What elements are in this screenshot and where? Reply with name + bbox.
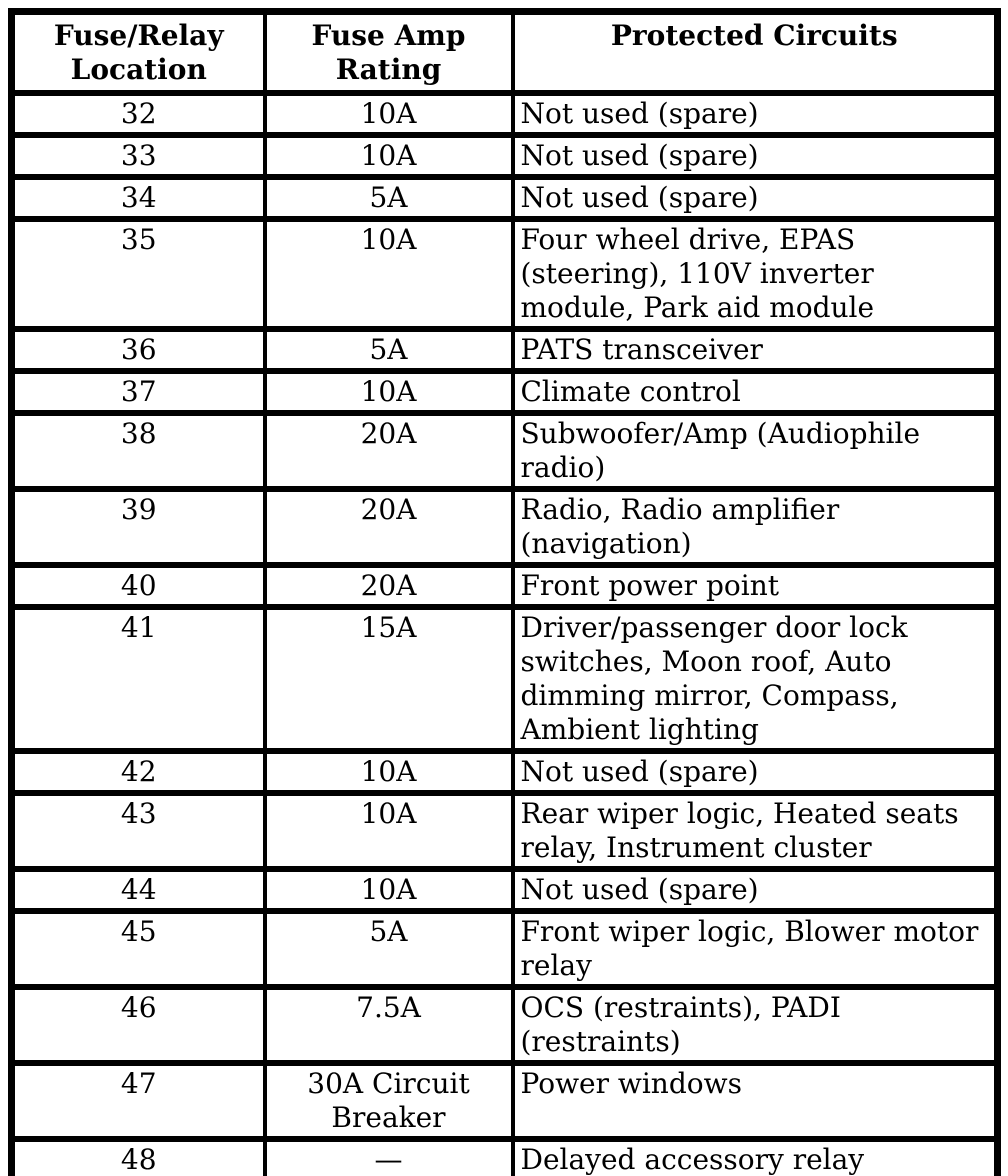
- table-row: [12, 413, 998, 489]
- table-body: [12, 93, 998, 1176]
- cell-location: 33: [12, 135, 265, 177]
- cell-circuits: Not used (spare): [513, 869, 998, 911]
- cell-circuits: Radio, Radio amplifier (navigation): [513, 489, 998, 565]
- cell-rating: 20A: [265, 565, 513, 607]
- cell-circuits: Four wheel drive, EPAS (steering), 110V inverter module, Park aid module: [513, 219, 998, 329]
- table-row: [12, 1063, 998, 1139]
- table-row: [12, 869, 998, 911]
- cell-location: 40: [12, 565, 265, 607]
- cell-circuits: Driver/passenger door lock switches, Moon roof, Auto dimming mirror, Compass, Ambient lighting: [513, 607, 998, 751]
- table-row: [12, 219, 998, 329]
- cell-rating: 5A: [265, 177, 513, 219]
- cell-location: 44: [12, 869, 265, 911]
- table-row: [12, 793, 998, 869]
- cell-location: 39: [12, 489, 265, 565]
- cell-location: 34: [12, 177, 265, 219]
- cell-location: 35: [12, 219, 265, 329]
- cell-circuits: Delayed accessory relay: [513, 1139, 998, 1176]
- header-row: [12, 12, 998, 94]
- header-cell-location: Fuse/Relay Location: [12, 12, 265, 94]
- cell-location: 47: [12, 1063, 265, 1139]
- cell-circuits: Front power point: [513, 565, 998, 607]
- table-row: [12, 987, 998, 1063]
- table-row: [12, 93, 998, 135]
- cell-circuits: Not used (spare): [513, 751, 998, 793]
- cell-rating: 30A Circuit Breaker: [265, 1063, 513, 1139]
- header-cell-circuits: Protected Circuits: [513, 12, 998, 94]
- cell-rating: —: [265, 1139, 513, 1176]
- cell-location: 41: [12, 607, 265, 751]
- table-row: [12, 371, 998, 413]
- table-row: [12, 565, 998, 607]
- cell-circuits: Front wiper logic, Blower motor relay: [513, 911, 998, 987]
- cell-rating: 7.5A: [265, 987, 513, 1063]
- cell-rating: 20A: [265, 413, 513, 489]
- cell-circuits: Not used (spare): [513, 177, 998, 219]
- cell-circuits: PATS transceiver: [513, 329, 998, 371]
- cell-rating: 20A: [265, 489, 513, 565]
- cell-rating: 10A: [265, 793, 513, 869]
- cell-rating: 10A: [265, 93, 513, 135]
- table-row: [12, 489, 998, 565]
- cell-location: 46: [12, 987, 265, 1063]
- cell-location: 45: [12, 911, 265, 987]
- cell-location: 42: [12, 751, 265, 793]
- table-row: [12, 911, 998, 987]
- fuse-relay-table: [8, 8, 1001, 1176]
- cell-rating: 10A: [265, 135, 513, 177]
- cell-circuits: Power windows: [513, 1063, 998, 1139]
- cell-location: 36: [12, 329, 265, 371]
- cell-rating: 15A: [265, 607, 513, 751]
- table-row: [12, 607, 998, 751]
- cell-rating: 10A: [265, 751, 513, 793]
- cell-rating: 5A: [265, 911, 513, 987]
- table-row: [12, 1139, 998, 1176]
- header-cell-rating: Fuse Amp Rating: [265, 12, 513, 94]
- cell-location: 48: [12, 1139, 265, 1176]
- cell-location: 37: [12, 371, 265, 413]
- table-row: [12, 177, 998, 219]
- cell-circuits: Rear wiper logic, Heated seats relay, Instrument cluster: [513, 793, 998, 869]
- cell-circuits: Not used (spare): [513, 93, 998, 135]
- cell-rating: 10A: [265, 219, 513, 329]
- cell-circuits: Climate control: [513, 371, 998, 413]
- cell-rating: 10A: [265, 371, 513, 413]
- cell-circuits: Subwoofer/Amp (Audiophile radio): [513, 413, 998, 489]
- table-row: [12, 751, 998, 793]
- cell-circuits: Not used (spare): [513, 135, 998, 177]
- cell-location: 32: [12, 93, 265, 135]
- table-header: [12, 12, 998, 94]
- table-row: [12, 135, 998, 177]
- cell-rating: 10A: [265, 869, 513, 911]
- cell-location: 38: [12, 413, 265, 489]
- cell-circuits: OCS (restraints), PADI (restraints): [513, 987, 998, 1063]
- cell-location: 43: [12, 793, 265, 869]
- cell-rating: 5A: [265, 329, 513, 371]
- table-row: [12, 329, 998, 371]
